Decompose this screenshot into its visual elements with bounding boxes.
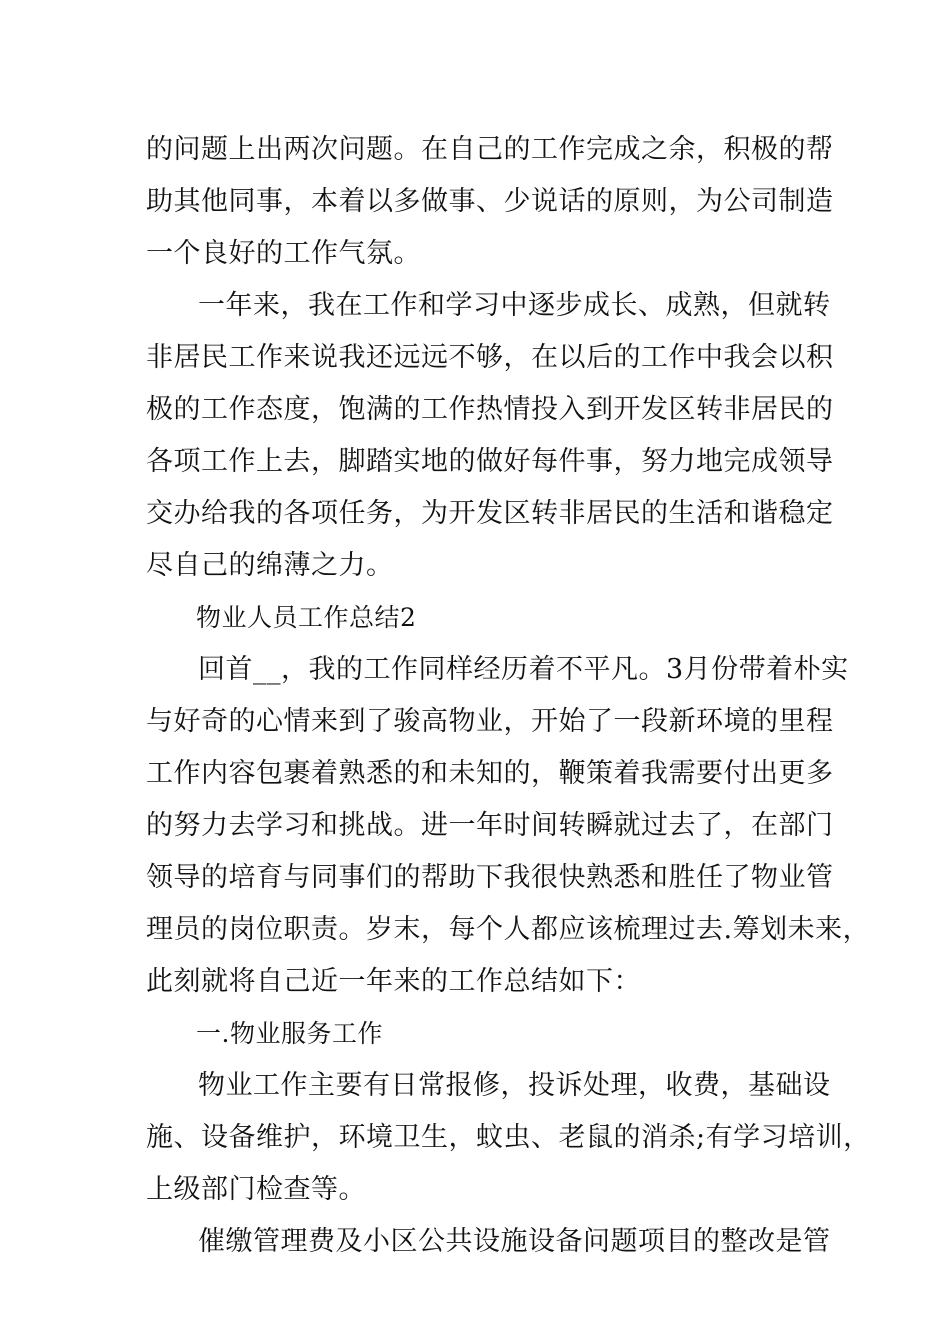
paragraph-first-line: 回首__，我的工作同样经历着不平凡。3月份带着朴实 — [198, 654, 849, 685]
text-line: 一个良好的工作气氛。 — [146, 238, 421, 269]
text-line: 此刻就将自己近一年来的工作总结如下： — [146, 966, 641, 997]
text-line: 非居民工作来说我还远远不够，在以后的工作中我会以积 — [146, 342, 834, 373]
paragraph-first-line: 物业工作主要有日常报修，投诉处理，收费，基础设 — [198, 1070, 831, 1101]
text-line: 尽自己的绵薄之力。 — [146, 550, 394, 581]
text-line: 工作内容包裹着熟悉的和未知的，鞭策着我需要付出更多 — [146, 758, 834, 789]
text-line: 的问题上出两次问题。在自己的工作完成之余，积极的帮 — [146, 134, 834, 165]
text-line: 极的工作态度，饱满的工作热情投入到开发区转非居民的 — [146, 394, 834, 425]
text-line: 交办给我的各项任务，为开发区转非居民的生活和谐稳定 — [146, 498, 834, 529]
text-line: 理员的岗位职责。岁末，每个人都应该梳理过去.筹划未来， — [146, 914, 871, 945]
document-body — [146, 128, 871, 1272]
text-line: 施、设备维护，环境卫生，蚊虫、老鼠的消杀;有学习培训， — [146, 1122, 871, 1153]
subsection-heading: 一.物业服务工作 — [196, 1019, 383, 1048]
text-line: 的努力去学习和挑战。进一年时间转瞬就过去了，在部门 — [146, 810, 834, 841]
paragraph-first-line: 催缴管理费及小区公共设施设备问题项目的整改是管 — [198, 1226, 831, 1257]
paragraph-first-line: 一年来，我在工作和学习中逐步成长、成熟，但就转 — [198, 290, 831, 321]
section-heading: 物业人员工作总结2 — [196, 603, 417, 632]
text-line: 与好奇的心情来到了骏高物业，开始了一段新环境的里程 — [146, 706, 834, 737]
text-line: 领导的培育与同事们的帮助下我很快熟悉和胜任了物业管 — [146, 862, 834, 893]
text-line: 各项工作上去，脚踏实地的做好每件事，努力地完成领导 — [146, 446, 834, 477]
text-line: 助其他同事，本着以多做事、少说话的原则，为公司制造 — [146, 186, 834, 217]
text-line: 上级部门检查等。 — [146, 1174, 366, 1205]
